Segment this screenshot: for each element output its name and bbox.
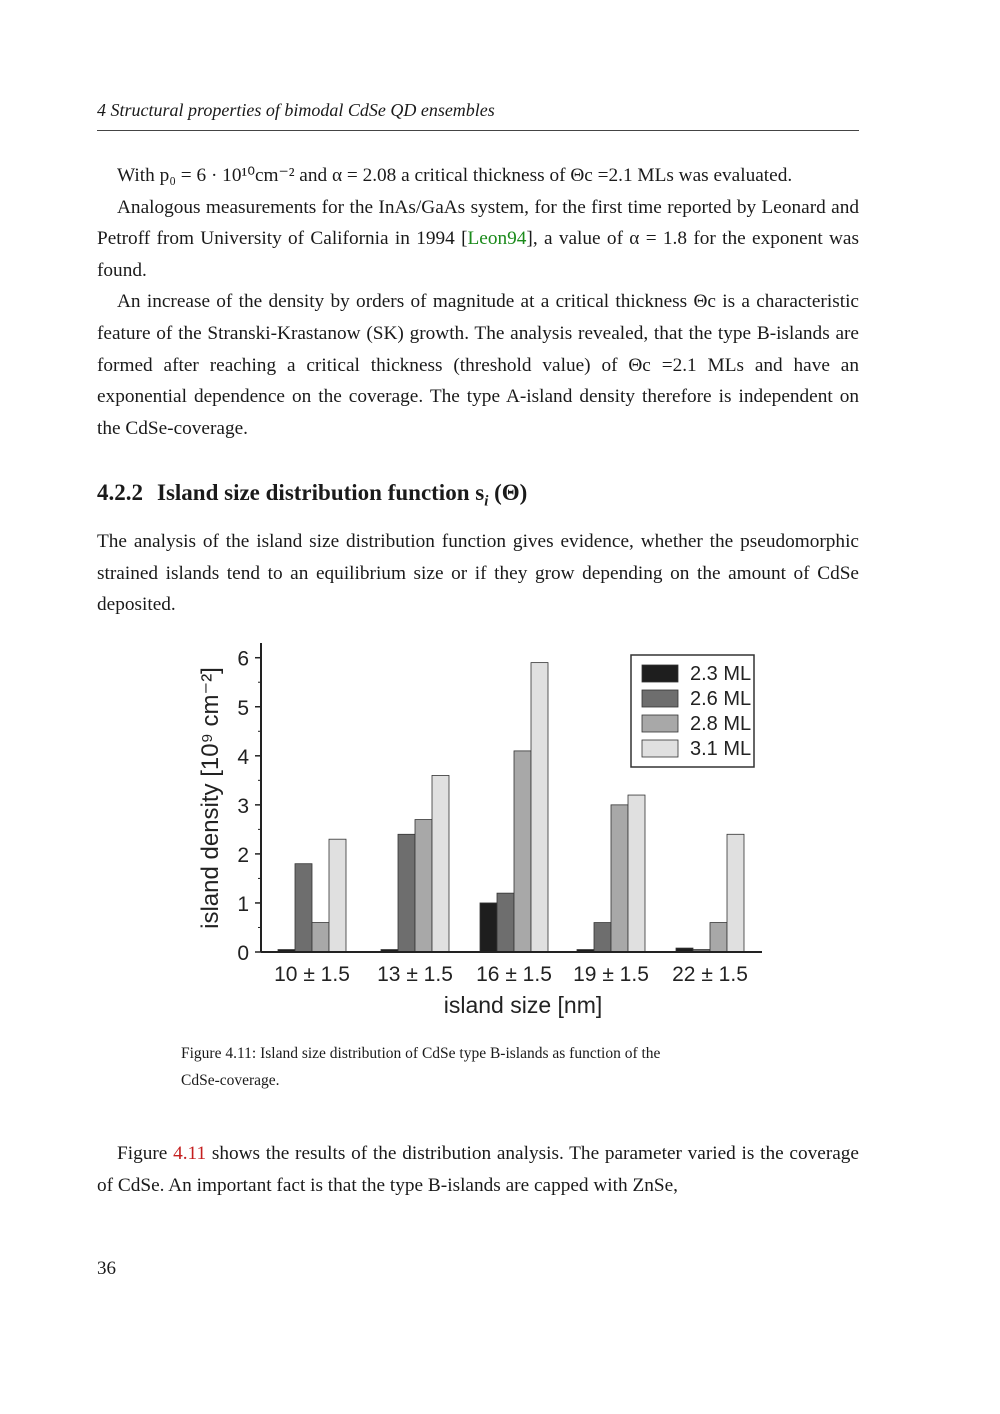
section-number: 4.2.2: [97, 480, 143, 505]
paragraph-4: The analysis of the island size distribution function gives evidence, whether the pseudomorphic strained islands tend to an equilibrium size or if they grow depending on the amount of CdSe deposited.: [97, 531, 859, 616]
figure-reference-link[interactable]: 4.11: [173, 1143, 207, 1164]
y-axis-label: island density [10⁹ cm⁻²]: [197, 667, 224, 929]
y-tick-label: 0: [237, 942, 249, 965]
legend-label: 2.6 ML: [690, 688, 752, 710]
paragraph-2: [97, 192, 859, 287]
y-ticks: [237, 648, 261, 965]
paragraph-1: With p₀ = 6 · 10¹⁰cm⁻² and α = 2.08 a critical thickness of Θc =2.1 MLs was evaluated.: [117, 165, 793, 186]
body-text-section: [97, 526, 859, 621]
legend-label: 2.3 ML: [690, 663, 752, 685]
bar: [514, 751, 531, 952]
paragraph-2-tail: ], a value of α = 1.8 for the exponent was found.: [97, 228, 859, 281]
caption-line-2: CdSe-coverage.: [181, 1072, 280, 1089]
y-tick-label: 6: [237, 647, 249, 671]
legend-swatch: [642, 665, 678, 682]
section-title: Island size distribution function s: [157, 480, 485, 505]
bar: [329, 839, 346, 952]
x-tick-label: 22 ± 1.5: [672, 963, 748, 986]
legend-label: 2.8 ML: [690, 713, 752, 735]
legend-label: 3.1 ML: [690, 738, 752, 760]
x-tick-label: 19 ± 1.5: [573, 963, 649, 986]
bar: [594, 923, 611, 952]
bar: [727, 834, 744, 952]
paragraph-5-tail: shows the results of the distribution analysis. The parameter varied is the coverage of CdSe. An important fact is that the type B-islands are capped with ZnSe,: [97, 1143, 859, 1196]
chart-legend: [631, 655, 754, 767]
page-number: 36: [97, 1258, 116, 1279]
bar: [710, 923, 727, 952]
legend-swatch: [642, 715, 678, 732]
y-tick-label: 5: [237, 696, 249, 720]
x-ticks: [274, 963, 748, 986]
legend-swatch: [642, 690, 678, 707]
bar: [295, 864, 312, 952]
citation-link[interactable]: Leon94: [467, 228, 527, 250]
caption-line-1: Figure 4.11: Island size distribution of CdSe type B-islands as function of the: [181, 1045, 661, 1062]
section-title-tail: (Θ): [488, 480, 528, 505]
bar: [497, 893, 514, 952]
bar: [432, 775, 449, 952]
bar: [312, 923, 329, 952]
section-heading: [97, 480, 527, 511]
y-tick-label: 4: [237, 745, 249, 769]
paragraph-5: [97, 1138, 859, 1201]
body-text-top: [97, 160, 859, 444]
x-axis-label: island size [nm]: [443, 992, 603, 1018]
y-tick-label: 2: [237, 843, 249, 867]
bar: [611, 805, 628, 952]
bar: [415, 820, 432, 952]
x-tick-label: 10 ± 1.5: [274, 963, 350, 986]
bar: [531, 663, 548, 952]
bar: [628, 795, 645, 952]
body-text-bottom: [97, 1138, 859, 1201]
y-tick-label: 1: [237, 892, 249, 916]
paragraph-3: An increase of the density by orders of magnitude at a critical thickness Θc is a characteristic feature of the Stranski-Krastanow (SK) growth. The analysis revealed, that the type B-islands are formed after reaching a critical thickness (threshold value) of Θc =2.1 MLs and have an exponential dependence on the coverage. The type A-island density therefore is independent on the CdSe-coverage.: [97, 291, 859, 439]
x-tick-label: 13 ± 1.5: [377, 963, 453, 986]
paragraph-5-text: Figure: [117, 1143, 174, 1164]
running-header: 4 Structural properties of bimodal CdSe QD ensembles: [97, 100, 495, 120]
legend-swatch: [642, 740, 678, 757]
bar-chart: [180, 635, 780, 1025]
y-tick-label: 3: [237, 794, 249, 818]
paragraph-2-text: Analogous measurements for the InAs/GaAs system, for the first time reported by Leonard and Petroff from University of California in 1994 [: [97, 196, 859, 250]
section-title-subscript: i: [484, 493, 489, 510]
bar: [398, 834, 415, 952]
figure-caption: [181, 1040, 781, 1094]
bar: [480, 903, 497, 952]
x-tick-label: 16 ± 1.5: [476, 963, 552, 986]
header-rule: [97, 130, 859, 131]
